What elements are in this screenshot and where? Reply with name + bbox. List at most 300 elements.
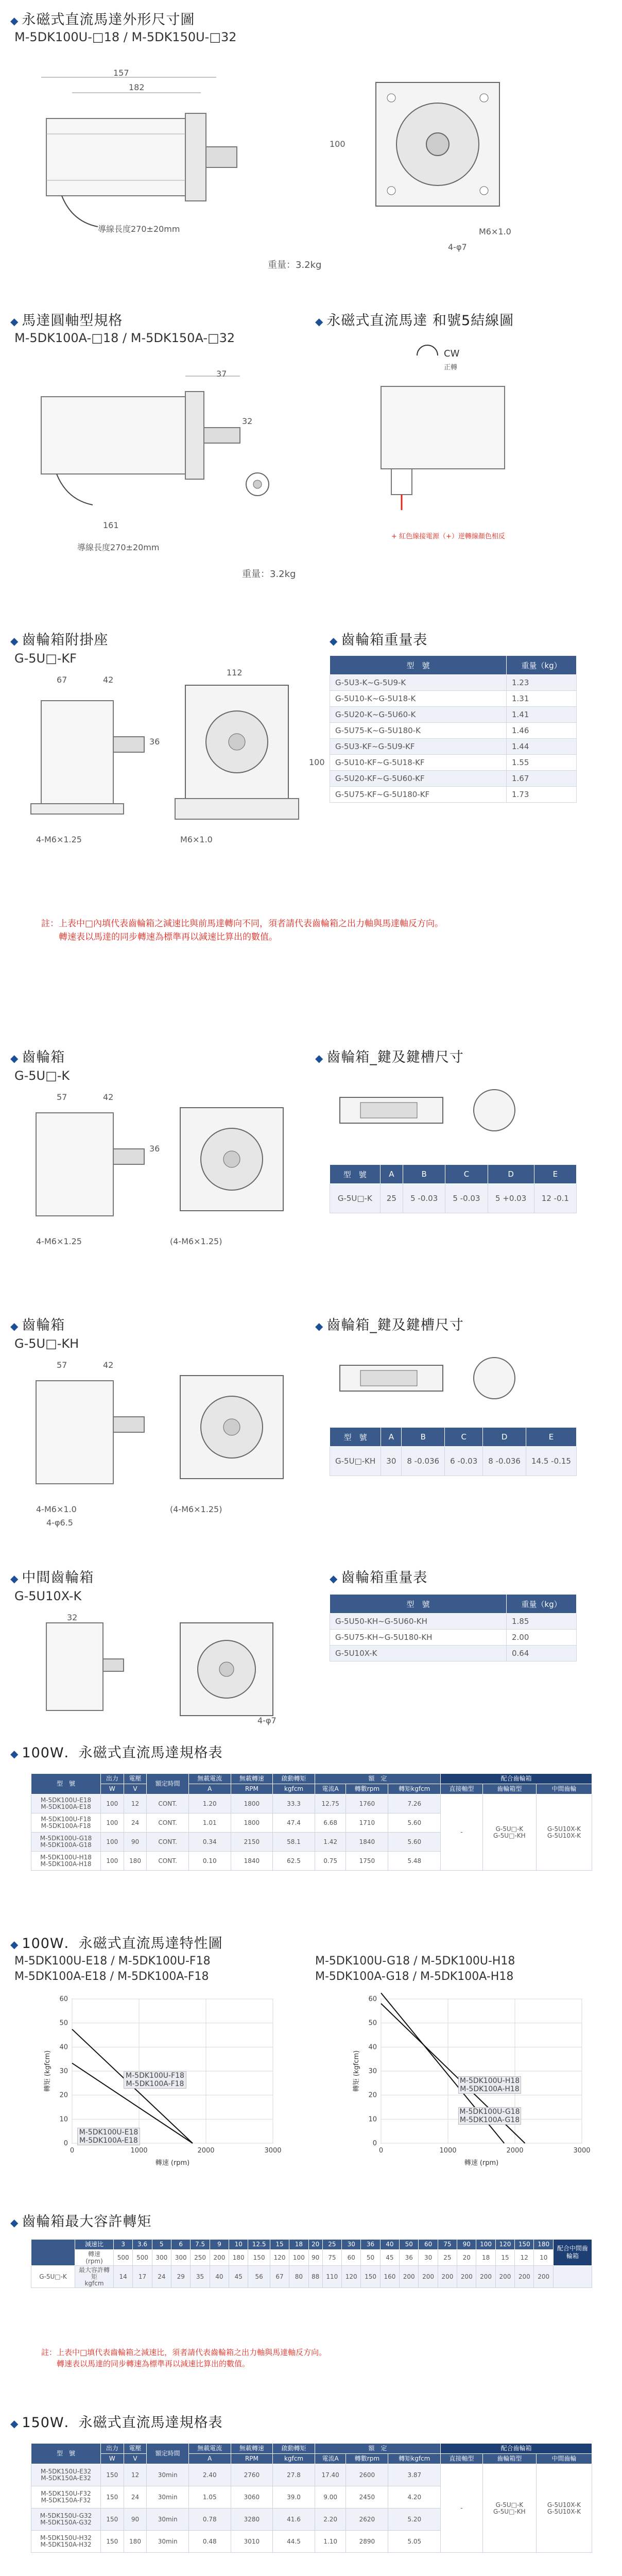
- col-a: A: [381, 1428, 402, 1447]
- motor-outline-drawing: [31, 57, 288, 242]
- col-model: 型 號: [330, 1165, 381, 1184]
- rpm-cell: 25: [438, 2250, 457, 2266]
- dim-36: 36: [149, 1144, 160, 1154]
- wiring-title: ◆ 永磁式直流馬達 和號5結線圖: [315, 313, 514, 329]
- cell: 30min: [147, 2509, 189, 2531]
- ratio-cell: 150: [515, 2240, 534, 2250]
- col-e: E: [534, 1165, 576, 1184]
- legend-right-g: M-5DK100U-G18 M-5DK100A-G18: [458, 2107, 521, 2125]
- rpm-label: 轉速 (rpm): [75, 2250, 114, 2266]
- torque-cell: 67: [270, 2266, 289, 2288]
- cell: 33.3: [273, 1794, 315, 1814]
- col-noload-speed: 無載轉速: [231, 1774, 273, 1784]
- rpm-cell: 30: [419, 2250, 438, 2266]
- cell: M-5DK100U-E18 M-5DK100A-E18: [31, 1794, 101, 1814]
- cell: 24: [124, 2486, 147, 2509]
- table-row: [330, 771, 577, 787]
- cell: 1.42: [315, 1833, 346, 1852]
- cell: 150: [101, 2486, 124, 2509]
- cell-e: 14.5 -0.15: [526, 1447, 576, 1476]
- ratio-cell: 3: [114, 2240, 133, 2250]
- gear-weight-table: [330, 655, 577, 803]
- y-tick-label: 20: [59, 2091, 68, 2099]
- gear-kh-front-drawing: [170, 1365, 293, 1489]
- rpm-cell: 500: [114, 2250, 133, 2266]
- unit-w: W: [101, 1784, 124, 1794]
- torque-cell: 120: [342, 2266, 361, 2288]
- key-title: ◆ 齒輪箱_鍵及鍵槽尺寸: [315, 1049, 464, 1065]
- cell-d: 8 -0.036: [483, 1447, 526, 1476]
- gear-mid: 中間齒輪: [536, 2454, 592, 2464]
- cell: 3010: [231, 2531, 273, 2553]
- model-line: M-5DK100A-□18 / M-5DK150A-□32: [14, 331, 235, 345]
- rpm-cell: 100: [289, 2250, 308, 2266]
- ratio-cell: 20: [308, 2240, 322, 2250]
- y-tick-label: 10: [59, 2115, 68, 2124]
- gear-kf-front-drawing: [170, 675, 304, 829]
- cell-b: 8 -0.036: [402, 1447, 445, 1476]
- table-row: [31, 2464, 592, 2486]
- gear-head: 配合中間齒輪箱: [554, 2240, 592, 2266]
- col-model: 型 號: [31, 2444, 101, 2464]
- y-axis-label: 轉矩 (kgfcm): [44, 2050, 51, 2092]
- torque-cell: 35: [191, 2266, 210, 2288]
- col-weight: 重量（kg）: [507, 656, 577, 675]
- cell-gear-box: G-5U□-K G-5U□-KH: [482, 2464, 536, 2553]
- rpm-cell: 45: [380, 2250, 399, 2266]
- dim-thread: 4-M6×1.0: [36, 1504, 77, 1514]
- cell: 12: [124, 1794, 147, 1814]
- left-models-2: M-5DK100A-E18 / M-5DK100A-F18: [14, 1970, 209, 1983]
- cell-weight: 1.23: [507, 675, 577, 691]
- cell: 1710: [346, 1814, 388, 1833]
- key-table: [330, 1427, 577, 1476]
- col-voltage: 電壓: [124, 1774, 147, 1784]
- table-row: [330, 723, 577, 739]
- rpm-cell: 90: [308, 2250, 322, 2266]
- rpm-cell: 75: [322, 2250, 341, 2266]
- cell-gear-direct: -: [441, 1794, 483, 1871]
- col-rating: 額定時間: [147, 2444, 189, 2464]
- cell: M-5DK100U-G18 M-5DK100A-G18: [31, 1833, 101, 1852]
- dim-32: 32: [67, 1613, 78, 1622]
- torque-cell: 200: [457, 2266, 476, 2288]
- table-row: [330, 755, 577, 771]
- dim-100: 100: [309, 757, 325, 767]
- section-gear-k: [0, 1041, 622, 1309]
- table-row: [31, 1794, 592, 1814]
- dim-thread: M6×1.0: [180, 835, 213, 844]
- col-noload-speed: 無載轉速: [231, 2444, 273, 2454]
- y-tick-label: 50: [59, 2019, 68, 2027]
- torque-cell: 14: [114, 2266, 133, 2288]
- col-c: C: [445, 1428, 483, 1447]
- gear-mid: 中間齒輪: [536, 1784, 592, 1794]
- section-title: ◆ 100W．永磁式直流馬達特性圖: [10, 1936, 223, 1952]
- cell: 2760: [231, 2464, 273, 2486]
- legend-right-h: M-5DK100U-H18 M-5DK100A-H18: [458, 2076, 521, 2094]
- legend-left-e: M-5DK100U-E18 M-5DK100A-E18: [77, 2128, 140, 2145]
- table-row: [330, 1630, 577, 1646]
- cell-weight: 0.64: [507, 1646, 577, 1662]
- ratio-cell: 18: [289, 2240, 308, 2250]
- rpm-cell: 50: [361, 2250, 380, 2266]
- cell-model: G-5U□-KH: [330, 1447, 381, 1476]
- x-tick-label: 0: [70, 2147, 75, 2155]
- dim-67: 67: [57, 675, 67, 685]
- section-spec-100: [0, 1741, 622, 1917]
- cell: 1.05: [188, 2486, 231, 2509]
- cell-b: 5 -0.03: [403, 1184, 445, 1213]
- cell: 1800: [231, 1794, 273, 1814]
- cell: 1750: [346, 1852, 388, 1871]
- table-row: [330, 739, 577, 755]
- col-noload-current: 無載電流: [188, 2444, 231, 2454]
- rated-torque: 轉矩kgfcm: [388, 2454, 441, 2464]
- cell: 1800: [231, 1814, 273, 1833]
- cell-model: G-5U3-KF~G-5U9-KF: [330, 739, 507, 755]
- wiring-diagram: [360, 340, 525, 515]
- cell: 4.20: [388, 2486, 441, 2509]
- gear-note: 註：上表中□內填代表齒輪箱之減速比與前馬達轉向不同，須者請代表齒輪箱之出力軸與馬達軸反方向。 轉速表以馬達的同步轉速為標準再以減速比算出的數值。: [41, 919, 444, 942]
- y-axis-label: 轉矩 (kgfcm): [353, 2050, 360, 2092]
- cell-c: 5 -0.03: [445, 1184, 488, 1213]
- cell: 44.5: [273, 2531, 315, 2553]
- cell-gear-mid: G-5U10X-K G-5U10X-K: [536, 1794, 592, 1871]
- y-tick-label: 30: [59, 2067, 68, 2075]
- cell: M-5DK150U-H32 M-5DK150A-H32: [31, 2531, 101, 2553]
- gear-box: 齒輪箱型: [482, 1784, 536, 1794]
- torque-cell: 24: [152, 2266, 171, 2288]
- cell: 62.5: [273, 1852, 315, 1871]
- spec-table-100: [31, 1773, 592, 1871]
- cell-model: G-5U10-KF~G-5U18-KF: [330, 755, 507, 771]
- unit-a: A: [188, 2454, 231, 2464]
- cell: 1.10: [315, 2531, 346, 2553]
- table-row: [330, 1447, 577, 1476]
- x-axis-label: 轉速 (rpm): [155, 2159, 190, 2167]
- weight-table-title: ◆ 齒輪箱重量表: [330, 632, 428, 648]
- x-tick-label: 3000: [264, 2147, 282, 2155]
- torque-cell: 200: [438, 2266, 457, 2288]
- col-d: D: [483, 1428, 526, 1447]
- right-models-2: M-5DK100A-G18 / M-5DK100A-H18: [315, 1970, 514, 1983]
- col-model: 型 號: [330, 656, 507, 675]
- cell: 90: [124, 1833, 147, 1852]
- gear-kh-side-drawing: [31, 1365, 154, 1499]
- cell: M-5DK150U-E32 M-5DK150A-E32: [31, 2464, 101, 2486]
- y-tick-label: 40: [368, 2043, 377, 2052]
- col-model: [31, 2240, 75, 2266]
- col-noload-current: 無載電流: [188, 1774, 231, 1784]
- torque-cell: 40: [210, 2266, 229, 2288]
- dim-holes-alt: (4-M6×1.25): [170, 1236, 222, 1246]
- table-row: [330, 1646, 577, 1662]
- section-title: ◆ 永磁式直流馬達外形尺寸圖: [10, 12, 195, 28]
- table-row: [330, 675, 577, 691]
- ratio-cell: 90: [457, 2240, 476, 2250]
- unit-w: W: [101, 2454, 124, 2464]
- cell-e: 12 -0.1: [534, 1184, 576, 1213]
- cell: 27.8: [273, 2464, 315, 2486]
- cell: 100: [101, 1852, 124, 1871]
- cell: 3.87: [388, 2464, 441, 2486]
- cell: 150: [101, 2531, 124, 2553]
- unit-v: V: [124, 1784, 147, 1794]
- model-line: G-5U□-KF: [14, 651, 77, 666]
- cell: 100: [101, 1794, 124, 1814]
- y-tick-label: 60: [59, 1995, 68, 2003]
- dim-100: 100: [330, 139, 345, 149]
- dim-42: 42: [103, 1360, 114, 1370]
- section-title: ◆ 馬達圓軸型規格: [10, 313, 123, 329]
- col-model: 型 號: [330, 1595, 507, 1614]
- col-output: 出力: [101, 2444, 124, 2454]
- cw-sub-label: 正轉: [444, 364, 458, 371]
- cell-model: G-5U20-K~G-5U60-K: [330, 707, 507, 723]
- unit-a: A: [188, 1784, 231, 1794]
- dim-32: 32: [242, 416, 253, 426]
- spec-table-150: [31, 2443, 592, 2553]
- cell: 30min: [147, 2464, 189, 2486]
- x-tick-label: 0: [378, 2147, 384, 2155]
- cell: 0.78: [188, 2509, 231, 2531]
- col-a: A: [380, 1165, 403, 1184]
- cell: 5.60: [388, 1814, 441, 1833]
- cell: 41.6: [273, 2509, 315, 2531]
- col-voltage: 電壓: [124, 2444, 147, 2454]
- torque-table-100: [31, 2239, 592, 2288]
- ratio-label: 減速比: [75, 2240, 114, 2250]
- ratio-cell: 180: [534, 2240, 554, 2250]
- section-title: ◆ 中間齒輪箱: [10, 1570, 94, 1586]
- cell: 58.1: [273, 1833, 315, 1852]
- model-line: M-5DK100U-□18 / M-5DK150U-□32: [14, 30, 237, 44]
- mid-weight-title: ◆ 齒輪箱重量表: [330, 1570, 428, 1586]
- cell: 3280: [231, 2509, 273, 2531]
- weight-label: 重量：3.2kg: [268, 260, 322, 270]
- gear-k-side-drawing: [31, 1097, 154, 1231]
- cell: 5.60: [388, 1833, 441, 1852]
- ratio-cell: 100: [476, 2240, 495, 2250]
- y-tick-label: 40: [59, 2043, 68, 2052]
- cell: CONT.: [147, 1814, 189, 1833]
- cell: 2890: [346, 2531, 388, 2553]
- cell-gear-direct: -: [441, 2464, 483, 2553]
- cw-label: CW: [444, 348, 460, 359]
- gear-empty: [554, 2266, 592, 2288]
- unit-kgfcm: kgfcm: [273, 2454, 315, 2464]
- col-output: 出力: [101, 1774, 124, 1784]
- y-tick-label: 0: [63, 2140, 68, 2147]
- y-tick-label: 20: [368, 2091, 377, 2099]
- rpm-cell: 180: [229, 2250, 248, 2266]
- ratio-cell: 40: [380, 2240, 399, 2250]
- rpm-cell: 15: [495, 2250, 514, 2266]
- cell-weight: 1.44: [507, 739, 577, 755]
- torque-cell: 17: [133, 2266, 152, 2288]
- ratio-cell: 60: [419, 2240, 438, 2250]
- rpm-cell: 200: [210, 2250, 229, 2266]
- cell: 2.20: [315, 2509, 346, 2531]
- cell-weight: 1.31: [507, 691, 577, 707]
- rpm-cell: 20: [457, 2250, 476, 2266]
- col-c: C: [445, 1165, 488, 1184]
- gear-direct: 直接軸型: [441, 1784, 483, 1794]
- section-motor-outline: [0, 0, 622, 289]
- ratio-cell: 36: [361, 2240, 380, 2250]
- cell: M-5DK100U-H18 M-5DK100A-H18: [31, 1852, 101, 1871]
- torque-cell: 29: [171, 2266, 191, 2288]
- cell: 3060: [231, 2486, 273, 2509]
- dim-37: 37: [216, 369, 227, 379]
- cell-model: G-5U75-KH~G-5U180-KH: [330, 1630, 507, 1646]
- ratio-cell: 50: [400, 2240, 419, 2250]
- cell-model: G-5U10X-K: [330, 1646, 507, 1662]
- gear-direct: 直接軸型: [441, 2454, 483, 2464]
- cell: 30min: [147, 2486, 189, 2509]
- table-row: [330, 787, 577, 803]
- cell: 5.48: [388, 1852, 441, 1871]
- cell-model: G-5U75-KF~G-5U180-KF: [330, 787, 507, 803]
- torque-cell: 200: [400, 2266, 419, 2288]
- dim-holes: 4-φ7: [257, 1716, 277, 1725]
- table-row: [330, 1184, 577, 1213]
- ratio-cell: 10: [229, 2240, 248, 2250]
- col-model: 型 號: [31, 1774, 101, 1794]
- gear-kf-side-drawing: [31, 680, 154, 824]
- col-start-torque: 啟動轉矩: [273, 2444, 315, 2454]
- torque-cell: 56: [248, 2266, 270, 2288]
- rpm-cell: 10: [534, 2250, 554, 2266]
- section-curves-100: [0, 1922, 622, 2200]
- lead-length-note: 導線長度270±20mm: [77, 543, 160, 552]
- ratio-cell: 120: [495, 2240, 514, 2250]
- cell: M-5DK150U-G32 M-5DK150A-G32: [31, 2509, 101, 2531]
- col-gear: 配合齒輪箱: [441, 2444, 592, 2454]
- rpm-row: [31, 2250, 592, 2266]
- section-title: ◆ 齒輪箱: [10, 1049, 65, 1065]
- cell: CONT.: [147, 1852, 189, 1871]
- cell: 100: [101, 1833, 124, 1852]
- rpm-cell: 12: [515, 2250, 534, 2266]
- rated-torque: 轉矩kgfcm: [388, 1784, 441, 1794]
- ratio-cell: 15: [270, 2240, 289, 2250]
- dim-57: 57: [57, 1360, 67, 1370]
- ratio-cell: 3.6: [133, 2240, 152, 2250]
- cell: 0.48: [188, 2531, 231, 2553]
- section-title: ◆ 100W．永磁式直流馬達規格表: [10, 1745, 223, 1761]
- cell: 180: [124, 1852, 147, 1871]
- y-tick-label: 30: [368, 2067, 377, 2075]
- unit-rpm: RPM: [231, 2454, 273, 2464]
- torque-cell: 80: [289, 2266, 308, 2288]
- col-d: D: [488, 1165, 534, 1184]
- col-e: E: [526, 1428, 576, 1447]
- cell: 30min: [147, 2531, 189, 2553]
- wiring-note: + 紅色線接電源（+）逆轉線顏色相反: [391, 533, 505, 540]
- rpm-cell: 300: [171, 2250, 191, 2266]
- y-tick-label: 60: [368, 1995, 377, 2003]
- dim-161: 161: [103, 520, 119, 530]
- dim-holes: 4-φ6.5: [46, 1518, 73, 1528]
- dim-112: 112: [227, 668, 243, 677]
- table-row: [330, 707, 577, 723]
- cell-weight: 1.67: [507, 771, 577, 787]
- ratio-cell: 25: [322, 2240, 341, 2250]
- cell-weight: 1.55: [507, 755, 577, 771]
- cell: 2150: [231, 1833, 273, 1852]
- shaft-end-icon: [242, 469, 273, 500]
- unit-v: V: [124, 2454, 147, 2464]
- cell: 24: [124, 1814, 147, 1833]
- y-tick-label: 10: [368, 2115, 377, 2124]
- cell-model: G-5U20-KF~G-5U60-KF: [330, 771, 507, 787]
- cell: 2620: [346, 2509, 388, 2531]
- cell: 39.0: [273, 2486, 315, 2509]
- section-spec-150: [0, 2396, 622, 2576]
- dim-57: 57: [57, 1092, 67, 1102]
- cell: 7.26: [388, 1794, 441, 1814]
- dim-42: 42: [103, 675, 114, 685]
- dim-182: 182: [129, 82, 145, 92]
- cell: M-5DK100U-F18 M-5DK100A-F18: [31, 1814, 101, 1833]
- cell-model: G-5U3-K~G-5U9-K: [330, 675, 507, 691]
- cell: 47.4: [273, 1814, 315, 1833]
- table-row: [330, 691, 577, 707]
- model-line: G-5U10X-K: [14, 1589, 82, 1603]
- dim-holes: 4-M6×1.25: [36, 835, 82, 844]
- col-start-torque: 啟動轉矩: [273, 1774, 315, 1784]
- cell-model: G-5U75-K~G-5U180-K: [330, 723, 507, 739]
- cell: 12: [124, 2464, 147, 2486]
- cell-weight: 1.41: [507, 707, 577, 723]
- cell-model: G-5U10-K~G-5U18-K: [330, 691, 507, 707]
- torque-cell: 88: [308, 2266, 322, 2288]
- cell: 1840: [346, 1833, 388, 1852]
- dim-holes: 4-M6×1.25: [36, 1236, 82, 1246]
- x-tick-label: 1000: [130, 2147, 148, 2155]
- mid-weight-table: [330, 1594, 577, 1662]
- cell: 5.05: [388, 2531, 441, 2553]
- section-title: ◆ 齒輪箱附掛座: [10, 632, 109, 648]
- torque-row: [31, 2266, 592, 2288]
- cell: 0.34: [188, 1833, 231, 1852]
- cell-d: 5 +0.03: [488, 1184, 534, 1213]
- cell: 150: [101, 2464, 124, 2486]
- rated-current: 電流A: [315, 2454, 346, 2464]
- cell: 1.01: [188, 1814, 231, 1833]
- rpm-cell: 150: [248, 2250, 270, 2266]
- cell-weight: 1.85: [507, 1614, 577, 1630]
- round-shaft-drawing: [31, 361, 247, 515]
- mid-gear-front-drawing: [170, 1613, 283, 1726]
- unit-kgfcm: kgfcm: [273, 1784, 315, 1794]
- x-tick-label: 2000: [506, 2147, 524, 2155]
- ratio-cell: 30: [342, 2240, 361, 2250]
- torque-cell: 200: [476, 2266, 495, 2288]
- dim-holes: 4-φ7: [448, 242, 467, 252]
- section-round-shaft: [0, 299, 622, 608]
- unit-rpm: RPM: [231, 1784, 273, 1794]
- torque-cell: 110: [322, 2266, 341, 2288]
- section-torque-100: [0, 2200, 622, 2391]
- section-gear-kh: [0, 1309, 622, 1566]
- section-gear-kf: [0, 618, 622, 1041]
- cell-weight: 1.73: [507, 787, 577, 803]
- rpm-cell: 18: [476, 2250, 495, 2266]
- ratio-cell: 7.5: [191, 2240, 210, 2250]
